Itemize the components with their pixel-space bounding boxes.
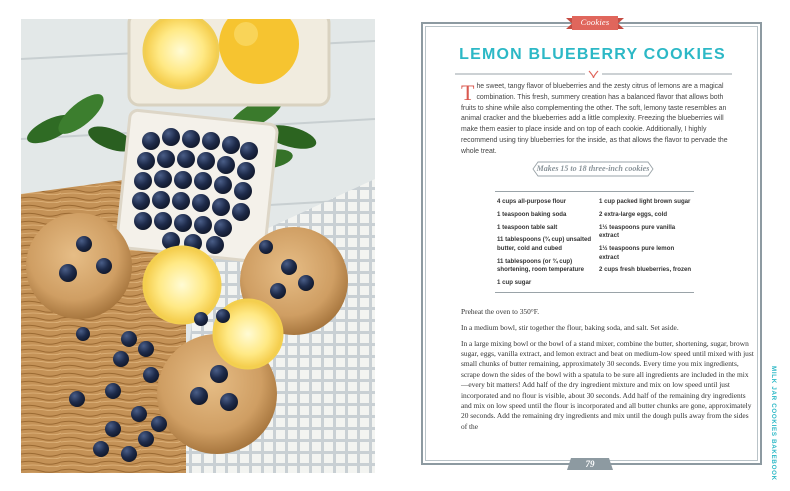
ingredients-top-rule bbox=[495, 191, 694, 192]
ingredient-item: 11 tablespoons (or ¾ cup) shortening, room temperature bbox=[497, 257, 585, 274]
page-number-tab bbox=[567, 458, 613, 470]
intro-text: he sweet, tangy flavor of blueberries and the zesty citrus of lemons are a magical combination. This fresh, summery creation has a balanced flavor that allows both fruits to shine while also complementing the other. The soft, lemony taste resembles an animal cracker and the blueberries add a little complexity. Freezing the blueberries will make them easier to place inside and on top of each cookie. Additionally, I highly recommend using tiny blueberries for the inside, as that allows the flavor to pervade the whole treat. bbox=[461, 83, 728, 155]
recipe-method bbox=[461, 307, 754, 438]
ingredient-item: 2 extra-large eggs, cold bbox=[599, 210, 668, 218]
ingredient-item: 1½ teaspoons pure vanilla extract bbox=[599, 223, 676, 240]
method-step: In a medium bowl, stir together the flour, baking soda, and salt. Set aside. bbox=[461, 322, 679, 332]
ingredient-item: 1 teaspoon baking soda bbox=[497, 210, 567, 218]
section-ribbon bbox=[566, 16, 624, 31]
recipe-yield: Makes 15 to 18 three-inch cookies bbox=[536, 164, 650, 173]
method-step: In a large mixing bowl or the bowl of a stand mixer, combine the butter, shortening, sugar, brown sugar, eggs, vanilla extract, and lemon extract and beat on medium-low speed until mixed with just small chunks of butter remaining, approximately 30 seconds. Every time you mix ingredients, scrape down the sides of the bowl with a spatula to be sure all ingredients are included in the mix—every bit matters! Add half of the dry ingredient mixture and mix on low speed until just incorporated and no flour is visible, about 30 seconds. Add half of the remaining dry ingredients and mix on low speed until the flour is incorporated and all butter chunks are gone, approximately 20 seconds. Add the remaining dry ingredients and mix until the dough pulls away from the sides of the bbox=[461, 338, 754, 431]
running-title bbox=[764, 366, 782, 481]
ingredient-item: 1½ teaspoons pure lemon extract bbox=[599, 244, 675, 261]
method-step: Preheat the oven to 350°F. bbox=[461, 307, 540, 316]
cookies-photo-illustration bbox=[21, 19, 375, 473]
ingredient-item: 4 cups all-purpose flour bbox=[497, 198, 567, 205]
section-label: Cookies bbox=[580, 17, 610, 27]
running-title-text: MILK JAR COOKIES BAKEBOOK bbox=[770, 366, 777, 481]
recipe-title: LEMON BLUEBERRY COOKIES bbox=[459, 46, 726, 63]
ingredient-item: 2 cups fresh blueberries, frozen bbox=[599, 266, 692, 274]
recipe-photo bbox=[21, 19, 375, 473]
ingredient-item: 11 tablespoons (¾ cup) unsalted butter, cold and cubed bbox=[497, 236, 592, 252]
ingredients-right-column bbox=[599, 198, 695, 279]
ingredient-item: 1 cup sugar bbox=[497, 279, 532, 287]
page-number: 79 bbox=[585, 459, 595, 469]
ingredients-bottom-rule bbox=[495, 292, 694, 293]
recipe-intro bbox=[461, 82, 729, 158]
yield-banner bbox=[532, 161, 654, 177]
ingredient-item: 1 teaspoon table salt bbox=[497, 223, 558, 231]
ornament-divider-icon bbox=[455, 70, 732, 80]
drop-cap: T bbox=[461, 80, 475, 105]
ingredient-item: 1 cup packed light brown sugar bbox=[599, 198, 691, 205]
ingredients-left-column bbox=[497, 198, 593, 292]
